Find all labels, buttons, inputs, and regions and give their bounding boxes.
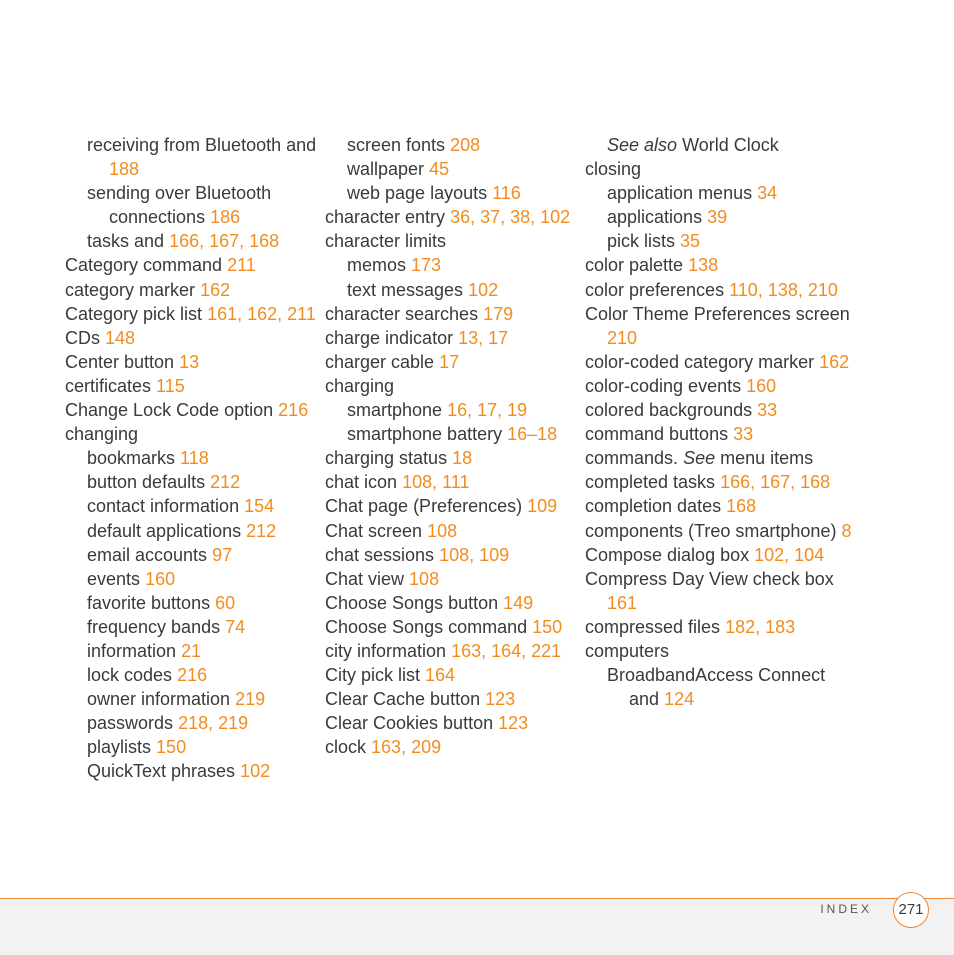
see-target: menu items — [720, 448, 814, 469]
index-entry — [87, 229, 337, 253]
index-entry — [347, 253, 597, 277]
page-reference-link[interactable]: 8 — [841, 520, 852, 541]
index-term: lock codes — [87, 665, 173, 686]
index-term: passwords — [87, 713, 174, 734]
footer-section-label: INDEX — [820, 902, 872, 916]
index-entry — [325, 735, 597, 759]
index-entry — [585, 494, 857, 518]
index-term: default applications — [87, 520, 242, 541]
index-term: CDs — [65, 327, 100, 348]
index-term: chat sessions — [325, 544, 435, 565]
page-reference-link[interactable]: 160 — [746, 375, 777, 396]
index-column-1 — [65, 133, 315, 784]
index-term: character limits — [325, 231, 447, 252]
index-entry — [325, 326, 597, 350]
index-entry — [87, 519, 337, 543]
index-term: compressed files — [585, 616, 721, 637]
index-term: chat icon — [325, 472, 398, 493]
page-reference-link[interactable]: 149 — [503, 592, 534, 613]
index-entry — [607, 229, 857, 253]
page-reference-link[interactable]: 110, 138, 210 — [729, 279, 838, 300]
index-term: smartphone battery — [347, 424, 503, 445]
page-reference-link[interactable]: 45 — [429, 159, 450, 180]
index-entry — [585, 350, 857, 374]
index-entry — [585, 567, 857, 615]
index-entry — [65, 253, 337, 277]
index-entry — [607, 133, 857, 157]
index-term: memos — [347, 255, 407, 276]
index-entry — [87, 639, 337, 663]
index-entry — [585, 253, 857, 277]
index-term: Clear Cookies button — [325, 713, 494, 734]
index-term: playlists — [87, 737, 152, 758]
index-term: receiving from Bluetooth and — [87, 135, 317, 155]
index-term: Color Theme Preferences screen — [585, 303, 850, 324]
page-number-badge: 271 — [893, 892, 929, 928]
page-reference-link[interactable]: 35 — [680, 231, 701, 252]
page-reference-link[interactable]: 163, 209 — [371, 737, 442, 758]
index-entry — [325, 543, 597, 567]
page-reference-link[interactable]: 108, 111 — [402, 472, 470, 493]
page-reference-link[interactable]: 16, 17, 19 — [447, 400, 528, 421]
index-term: commands. — [585, 448, 679, 469]
index-term: charge indicator — [325, 327, 454, 348]
index-term: tasks and — [87, 231, 165, 252]
index-entry — [87, 735, 337, 759]
page-reference-link[interactable]: 216 — [177, 665, 208, 686]
index-term: Category command — [65, 255, 223, 276]
index-term: City pick list — [325, 665, 421, 686]
index-entry — [87, 615, 337, 639]
index-term: BroadbandAccess Connect and — [607, 665, 826, 710]
index-term: color palette — [585, 255, 684, 276]
index-term: Choose Songs command — [325, 616, 528, 637]
index-entry — [325, 350, 597, 374]
index-entry — [87, 591, 337, 615]
page-reference-link[interactable]: 108 — [409, 568, 440, 589]
page-reference-link[interactable]: 210 — [607, 327, 638, 348]
index-term: color-coded category marker — [585, 351, 815, 372]
index-term: components (Treo smartphone) — [585, 520, 837, 541]
index-entry — [585, 543, 857, 567]
index-entry — [325, 711, 597, 735]
page-reference-link[interactable]: 17 — [439, 351, 460, 372]
footer-band — [0, 898, 954, 955]
index-entry — [585, 519, 857, 543]
index-entry — [87, 711, 337, 735]
index-term: Chat page (Preferences) — [325, 496, 523, 517]
index-term: command buttons — [585, 424, 729, 445]
page-reference-link[interactable]: 163, 164, 221 — [451, 640, 562, 661]
index-entry — [325, 663, 597, 687]
index-term: colored backgrounds — [585, 400, 753, 421]
page-reference-link[interactable]: 188 — [109, 159, 140, 180]
index-term: sending over Bluetooth connections — [87, 183, 272, 228]
index-column-3 — [585, 133, 852, 711]
index-term: Compose dialog box — [585, 544, 750, 565]
page-reference-link[interactable]: 168 — [726, 496, 757, 517]
index-entry — [585, 157, 857, 181]
index-term: color preferences — [585, 279, 725, 300]
index-term: frequency bands — [87, 616, 221, 637]
index-entry — [585, 398, 857, 422]
index-term: character entry — [325, 207, 446, 228]
index-term: favorite buttons — [87, 592, 211, 613]
index-term: Chat screen — [325, 520, 423, 541]
page-reference-link[interactable]: 60 — [215, 592, 236, 613]
index-entry — [585, 302, 857, 350]
page-reference-link[interactable]: 123 — [485, 689, 516, 710]
page-reference-link[interactable]: 102 — [468, 279, 499, 300]
index-term: Choose Songs button — [325, 592, 499, 613]
page-reference-link[interactable]: 124 — [664, 689, 695, 710]
index-term: charging status — [325, 448, 448, 469]
index-term: owner information — [87, 689, 231, 710]
index-term: Center button — [65, 351, 175, 372]
page-reference-link[interactable]: 21 — [181, 640, 202, 661]
page-reference-link[interactable]: 164 — [425, 665, 456, 686]
index-entry — [325, 687, 597, 711]
index-term: color-coding events — [585, 375, 742, 396]
page-reference-link[interactable]: 36, 37, 38, 102 — [450, 207, 571, 228]
index-term: events — [87, 568, 141, 589]
index-term: completion dates — [585, 496, 722, 517]
page-reference-link[interactable]: 74 — [225, 616, 246, 637]
index-entry — [65, 350, 337, 374]
page-reference-link[interactable]: 33 — [733, 424, 754, 445]
index-entry — [585, 615, 857, 639]
page-reference-link[interactable]: 166, 167, 168 — [169, 231, 280, 252]
page-reference-link[interactable]: 150 — [532, 616, 563, 637]
page-reference-link[interactable]: 161 — [607, 592, 638, 613]
index-entry — [65, 302, 337, 326]
page-reference-link[interactable]: 33 — [757, 400, 778, 421]
index-entry — [87, 133, 337, 181]
page-reference-link[interactable]: 148 — [105, 327, 136, 348]
index-entry — [87, 759, 337, 783]
index-term: Category pick list — [65, 303, 203, 324]
page-reference-link[interactable]: 160 — [145, 568, 176, 589]
index-term: email accounts — [87, 544, 208, 565]
index-entry — [585, 446, 857, 470]
index-entry — [325, 302, 597, 326]
page-reference-link[interactable]: 34 — [757, 183, 778, 204]
index-entry — [65, 398, 337, 422]
page-reference-link[interactable]: 123 — [498, 713, 529, 734]
index-entry — [65, 422, 337, 446]
page-reference-link[interactable]: 115 — [156, 375, 185, 396]
page-reference-link[interactable]: 211 — [227, 255, 256, 276]
page-reference-link[interactable]: 13 — [179, 351, 200, 372]
index-term: wallpaper — [347, 159, 425, 180]
page-reference-link[interactable]: 39 — [707, 207, 728, 228]
index-entry — [87, 687, 337, 711]
index-term: pick lists — [607, 231, 676, 252]
page-reference-link[interactable]: 182, 183 — [725, 616, 796, 637]
index-entry — [65, 374, 337, 398]
index-entry — [87, 543, 337, 567]
page-reference-link[interactable]: 186 — [210, 207, 241, 228]
page-reference-link[interactable]: 13, 17 — [458, 327, 509, 348]
index-term: changing — [65, 424, 139, 445]
index-term: completed tasks — [585, 472, 716, 493]
index-entry — [347, 181, 597, 205]
index-entry — [585, 639, 857, 663]
index-term: applications — [607, 207, 703, 228]
page-reference-link[interactable]: 16–18 — [507, 424, 558, 445]
index-term: closing — [585, 159, 642, 180]
page-reference-link[interactable]: 150 — [156, 737, 187, 758]
see-label: See — [683, 448, 716, 469]
page-reference-link[interactable]: 218, 219 — [178, 713, 249, 734]
page-reference-link[interactable]: 18 — [452, 448, 473, 469]
index-entry — [325, 615, 597, 639]
index-entry — [325, 470, 597, 494]
index-term: Chat view — [325, 568, 405, 589]
page-reference-link[interactable]: 154 — [244, 496, 275, 517]
index-term: clock — [325, 737, 367, 758]
index-entry — [65, 278, 337, 302]
page-reference-link[interactable]: 102, 104 — [754, 544, 825, 565]
index-entry — [607, 205, 857, 229]
index-entry — [325, 229, 597, 253]
index-column-2 — [325, 133, 575, 759]
page-reference-link[interactable]: 97 — [212, 544, 233, 565]
index-term: smartphone — [347, 400, 443, 421]
index-entry — [347, 133, 597, 157]
page-reference-link[interactable]: 109 — [527, 496, 558, 517]
index-term: screen fonts — [347, 135, 446, 155]
index-entry — [325, 374, 597, 398]
index-entry — [325, 519, 597, 543]
index-term: text messages — [347, 279, 464, 300]
index-term: charging — [325, 375, 395, 396]
page-reference-link[interactable]: 118 — [180, 448, 209, 469]
index-entry — [87, 470, 337, 494]
index-term: web page layouts — [347, 183, 488, 204]
page-reference-link[interactable]: 161, 162, 211 — [207, 303, 316, 324]
index-entry — [607, 663, 857, 711]
page-reference-link[interactable]: 116 — [492, 183, 521, 204]
page-reference-link[interactable]: 108 — [427, 520, 458, 541]
index-term: Compress Day View check box — [585, 568, 834, 589]
index-entry — [87, 663, 337, 687]
page-reference-link[interactable]: 173 — [411, 255, 442, 276]
index-entry — [347, 398, 597, 422]
page-reference-link[interactable]: 166, 167, 168 — [720, 472, 831, 493]
index-term: certificates — [65, 375, 152, 396]
index-entry — [607, 181, 857, 205]
page-reference-link[interactable]: 219 — [235, 689, 266, 710]
index-term: contact information — [87, 496, 240, 517]
index-entry — [87, 446, 337, 470]
page-reference-link[interactable]: 212 — [246, 520, 277, 541]
see-also-label: See also — [607, 135, 678, 155]
index-entry — [65, 326, 337, 350]
page-reference-link[interactable]: 102 — [240, 761, 271, 782]
index-term: Clear Cache button — [325, 689, 481, 710]
index-term: computers — [585, 640, 670, 661]
index-entry — [325, 494, 597, 518]
page-reference-link[interactable]: 138 — [688, 255, 719, 276]
index-term: charger cable — [325, 351, 435, 372]
index-entry — [585, 470, 857, 494]
index-entry — [585, 374, 857, 398]
index-term: button defaults — [87, 472, 206, 493]
index-entry — [87, 567, 337, 591]
index-entry — [325, 591, 597, 615]
page-reference-link[interactable]: 179 — [483, 303, 514, 324]
index-entry — [585, 278, 857, 302]
index-entry — [87, 181, 337, 229]
index-entry — [325, 639, 597, 663]
index-entry — [347, 422, 597, 446]
page-reference-link[interactable]: 212 — [210, 472, 241, 493]
index-entry — [347, 278, 597, 302]
index-entry — [325, 205, 597, 229]
index-entry — [87, 494, 337, 518]
index-term: city information — [325, 640, 447, 661]
page-reference-link[interactable]: 162 — [200, 279, 231, 300]
index-term: information — [87, 640, 177, 661]
index-entry — [325, 446, 597, 470]
index-term: bookmarks — [87, 448, 176, 469]
index-term: category marker — [65, 279, 196, 300]
index-entry — [347, 157, 597, 181]
page-reference-link[interactable]: 208 — [450, 135, 481, 155]
page-reference-link[interactable]: 216 — [278, 400, 309, 421]
index-entry — [585, 422, 857, 446]
index-term: World Clock — [682, 135, 779, 155]
index-term: QuickText phrases — [87, 761, 236, 782]
index-term: Change Lock Code option — [65, 400, 274, 421]
index-entry — [325, 567, 597, 591]
page-reference-link[interactable]: 108, 109 — [439, 544, 510, 565]
index-term: application menus — [607, 183, 753, 204]
index-term: character searches — [325, 303, 479, 324]
page-reference-link[interactable]: 162 — [819, 351, 850, 372]
